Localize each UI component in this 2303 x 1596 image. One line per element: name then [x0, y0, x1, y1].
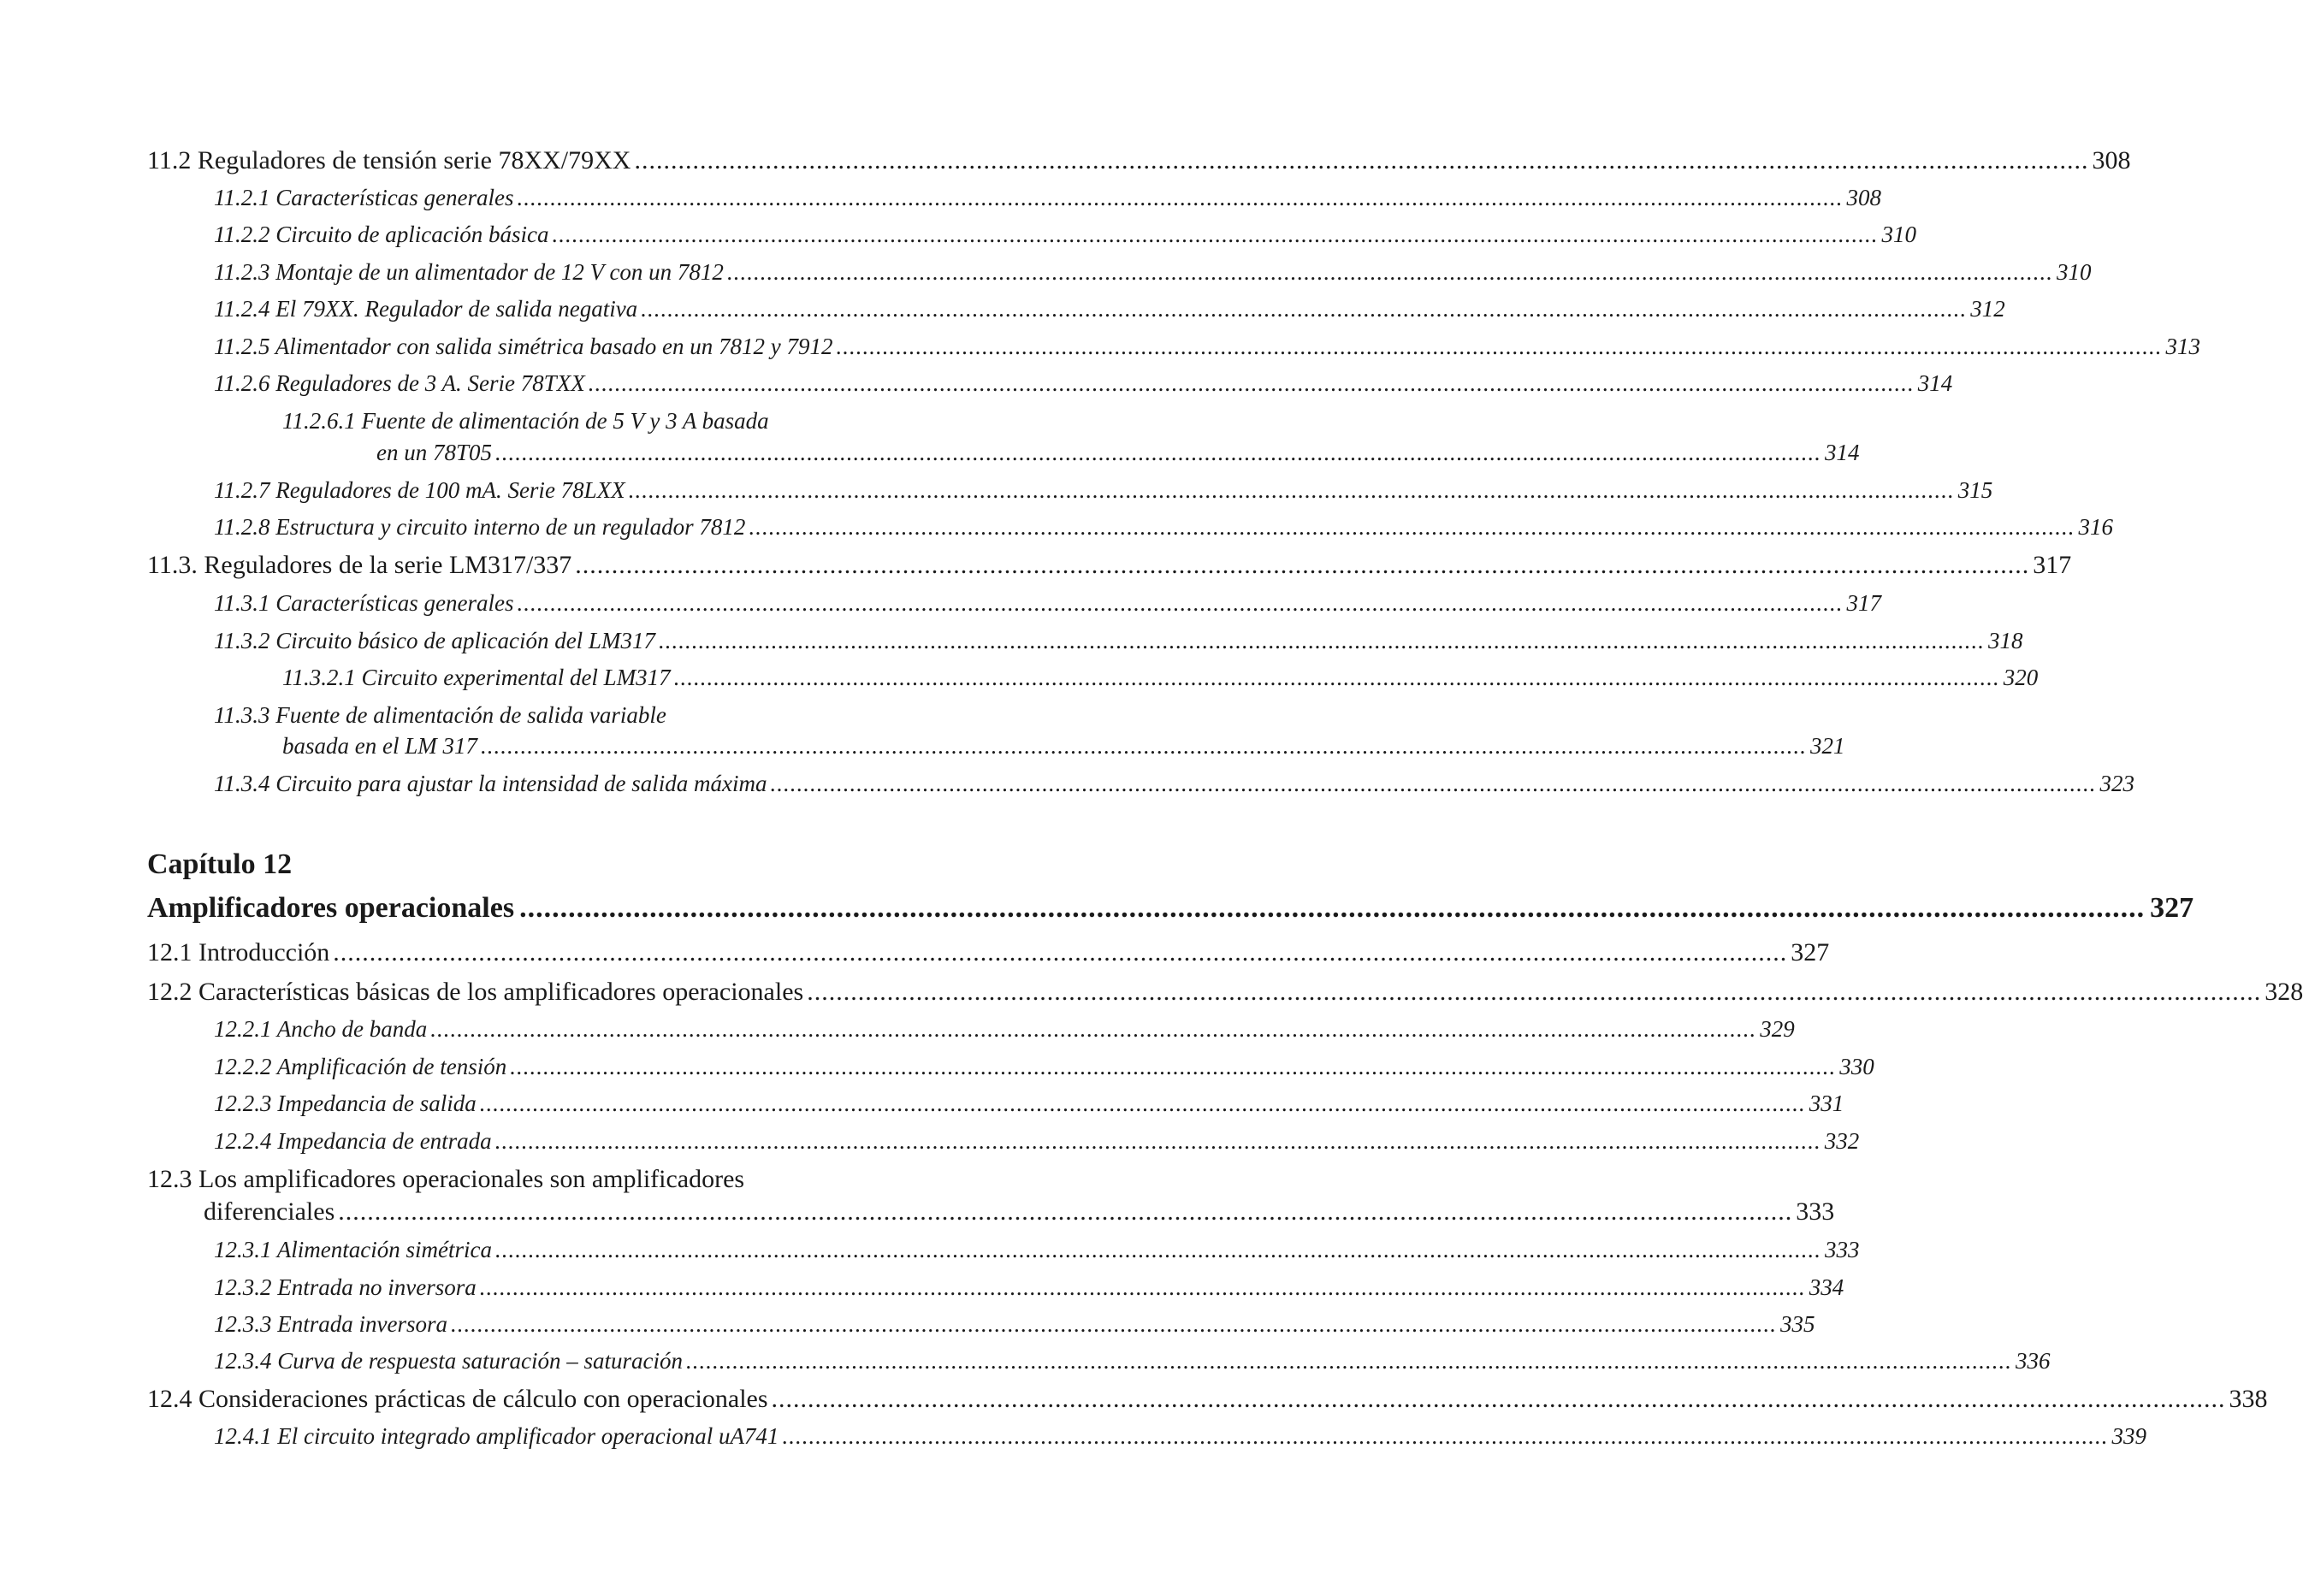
toc-entry-first-line[interactable]	[147, 702, 666, 729]
entry-title: 11.2.2 Circuito de aplicación básica	[214, 222, 549, 247]
toc-entry[interactable]	[147, 938, 1830, 967]
leader-dots: ........................................................................................................................................................................................................	[658, 628, 1985, 653]
toc-entry-first-line[interactable]	[147, 1165, 744, 1194]
page-number: 333	[1796, 1197, 1835, 1226]
leader-dots: ........................................................................................................................................................................................................	[673, 665, 2000, 690]
entry-title: 11.3.4 Circuito para ajustar la intensidad de salida máxima	[214, 771, 767, 796]
entry-title: 12.2.4 Impedancia de entrada	[214, 1128, 492, 1154]
toc-entry[interactable]	[147, 1197, 1835, 1227]
toc-entry[interactable]	[147, 1423, 2146, 1450]
toc-entry[interactable]	[147, 1128, 1860, 1155]
entry-title: 12.2 Características básicas de los amplificadores operacionales	[147, 978, 804, 1006]
entry-title: 12.2.2 Amplificación de tensión	[214, 1054, 507, 1079]
entry-title: 11.2.3 Montaje de un alimentador de 12 V con un 7812	[214, 259, 724, 285]
entry-title: 12.3.3 Entrada inversora	[214, 1311, 447, 1337]
chapter-label: Capítulo 12	[147, 848, 293, 880]
toc-entry[interactable]	[147, 1348, 2051, 1374]
page-number: 331	[1809, 1091, 1844, 1116]
page-number: 317	[2033, 551, 2072, 579]
toc-entry[interactable]	[147, 1237, 1860, 1263]
page-number: 338	[2229, 1385, 2268, 1413]
leader-dots: ........................................................................................................................................................................................................	[495, 440, 1821, 465]
page-number: 318	[1987, 628, 2023, 653]
page-number: 329	[1760, 1016, 1795, 1042]
toc-entry[interactable]	[147, 733, 1845, 760]
leader-dots: ........................................................................................................................................................................................................	[494, 1128, 1821, 1154]
page-number: 310	[2056, 259, 2092, 285]
entry-title: 12.3 Los amplificadores operacionales son amplificadores	[147, 1165, 745, 1193]
entry-title: 11.2.6.1 Fuente de alimentación de 5 V y 3 A basada	[282, 408, 769, 434]
entry-title: 11.2.6 Reguladores de 3 A. Serie 78TXX	[214, 370, 585, 396]
entry-title: 11.2.7 Reguladores de 100 mA. Serie 78LXX	[214, 477, 625, 503]
toc-entry[interactable]	[147, 1091, 1844, 1117]
leader-dots: ........................................................................................................................................................................................................	[480, 733, 1807, 759]
leader-dots: ........................................................................................................................................................................................................	[519, 892, 2146, 924]
entry-title: 12.3.2 Entrada no inversora	[214, 1274, 477, 1300]
toc-entry[interactable]	[147, 665, 2039, 691]
leader-dots: ........................................................................................................................................................................................................	[770, 771, 2097, 796]
entry-title: 11.3.2 Circuito básico de aplicación del LM317	[214, 628, 655, 653]
entry-title: 11.2 Reguladores de tensión serie 78XX/79XX	[147, 146, 631, 174]
page-number: 330	[1839, 1054, 1874, 1079]
leader-dots: ........................................................................................................................................................................................................	[517, 590, 1844, 616]
leader-dots: ........................................................................................................................................................................................................	[641, 296, 1968, 322]
page-number: 339	[2111, 1423, 2146, 1449]
entry-title: 11.3.3 Fuente de alimentación de salida variable	[214, 702, 666, 728]
page-number: 327	[1791, 938, 1830, 966]
leader-dots: ........................................................................................................................................................................................................	[552, 222, 1879, 247]
leader-dots: ........................................................................................................................................................................................................	[510, 1054, 1837, 1079]
toc-entry[interactable]	[147, 259, 2092, 286]
page-number: 328	[2265, 978, 2303, 1006]
page-number: 314	[1825, 440, 1860, 465]
leader-dots: ........................................................................................................................................................................................................	[771, 1385, 2226, 1413]
page-number: 333	[1824, 1237, 1860, 1262]
toc-entry[interactable]	[147, 978, 2303, 1007]
toc-entry[interactable]	[147, 1274, 1844, 1301]
page-number: 313	[2165, 334, 2200, 359]
page-number: 321	[1809, 733, 1845, 759]
leader-dots: ........................................................................................................................................................................................................	[634, 146, 2089, 174]
entry-title: 12.2.1 Ancho de banda	[214, 1016, 428, 1042]
entry-title: 11.2.5 Alimentador con salida simétrica basado en un 7812 y 7912	[214, 334, 833, 359]
page-number: 327	[2150, 892, 2194, 924]
page-number: 320	[2003, 665, 2039, 690]
page-number: 315	[1957, 477, 1993, 503]
toc-entry[interactable]	[147, 477, 1993, 504]
toc-entry[interactable]	[147, 185, 1881, 211]
chapter-title-entry[interactable]	[147, 892, 2194, 925]
toc-entry[interactable]	[147, 222, 1916, 248]
toc-entry[interactable]	[147, 1385, 2268, 1414]
toc-entry[interactable]	[147, 590, 1881, 617]
leader-dots: ........................................................................................................................................................................................................	[430, 1016, 1757, 1042]
leader-dots: ........................................................................................................................................................................................................	[338, 1197, 1793, 1226]
leader-dots: ........................................................................................................................................................................................................	[807, 978, 2262, 1006]
toc-entry[interactable]	[147, 1054, 1874, 1080]
entry-title: 11.2.1 Características generales	[214, 185, 514, 210]
toc-entry[interactable]	[147, 296, 2005, 322]
page-number: 316	[2078, 514, 2113, 540]
toc-entry[interactable]	[147, 440, 1860, 466]
toc-entry[interactable]	[147, 551, 2072, 580]
leader-dots: ........................................................................................................................................................................................................	[451, 1311, 1777, 1337]
page-number: 332	[1824, 1128, 1860, 1154]
entry-title: en un 78T05	[376, 440, 492, 465]
page-number: 314	[1917, 370, 1953, 396]
entry-title: basada en el LM 317	[282, 733, 477, 759]
leader-dots: ........................................................................................................................................................................................................	[685, 1348, 2012, 1374]
entry-title: 11.3. Reguladores de la serie LM317/337	[147, 551, 572, 579]
entry-title: 12.3.1 Alimentación simétrica	[214, 1237, 492, 1262]
leader-dots: ........................................................................................................................................................................................................	[726, 259, 2053, 285]
leader-dots: ........................................................................................................................................................................................................	[575, 551, 2030, 579]
page-number: 317	[1846, 590, 1881, 616]
leader-dots: ........................................................................................................................................................................................................	[782, 1423, 2109, 1449]
toc-entry[interactable]	[147, 771, 2134, 797]
entry-title: 12.4.1 El circuito integrado amplificador operacional uA741	[214, 1423, 779, 1449]
leader-dots: ........................................................................................................................................................................................................	[517, 185, 1844, 210]
entry-title: 11.3.1 Características generales	[214, 590, 514, 616]
toc-entry[interactable]	[147, 146, 2131, 175]
entry-title: 12.3.4 Curva de respuesta saturación – saturación	[214, 1348, 683, 1374]
toc-entry[interactable]	[147, 370, 1953, 397]
toc-entry[interactable]	[147, 628, 2023, 654]
leader-dots: ........................................................................................................................................................................................................	[479, 1274, 1806, 1300]
entry-title: 12.1 Introducción	[147, 938, 330, 966]
page-number: 310	[1881, 222, 1916, 247]
leader-dots: ........................................................................................................................................................................................................	[479, 1091, 1806, 1116]
page-number: 323	[2099, 771, 2134, 796]
leader-dots: ........................................................................................................................................................................................................	[333, 938, 1788, 966]
page-number: 308	[2092, 146, 2131, 174]
leader-dots: ........................................................................................................................................................................................................	[749, 514, 2075, 540]
page-number: 335	[1780, 1311, 1815, 1337]
leader-dots: ........................................................................................................................................................................................................	[628, 477, 1955, 503]
leader-dots: ........................................................................................................................................................................................................	[588, 370, 1915, 396]
toc-entry[interactable]	[147, 1016, 1795, 1043]
leader-dots: ........................................................................................................................................................................................................	[836, 334, 2163, 359]
page-number: 336	[2015, 1348, 2051, 1374]
leader-dots: ........................................................................................................................................................................................................	[494, 1237, 1821, 1262]
page-number: 334	[1809, 1274, 1844, 1300]
toc-entry[interactable]	[147, 334, 2200, 360]
toc-entry[interactable]	[147, 514, 2113, 541]
toc-entry[interactable]	[147, 1311, 1815, 1338]
entry-title: 12.4 Consideraciones prácticas de cálculo con operacionales	[147, 1385, 768, 1413]
entry-title: 12.2.3 Impedancia de salida	[214, 1091, 477, 1116]
entry-title: 11.3.2.1 Circuito experimental del LM317	[282, 665, 671, 690]
entry-title: 11.2.4 El 79XX. Regulador de salida negativa	[214, 296, 638, 322]
page-number: 312	[1970, 296, 2005, 322]
entry-title: 11.2.8 Estructura y circuito interno de un regulador 7812	[214, 514, 746, 540]
chapter-title: Amplificadores operacionales	[147, 892, 515, 924]
toc-entry-first-line[interactable]	[147, 408, 769, 434]
page-number: 308	[1846, 185, 1881, 210]
entry-title: diferenciales	[204, 1197, 335, 1226]
